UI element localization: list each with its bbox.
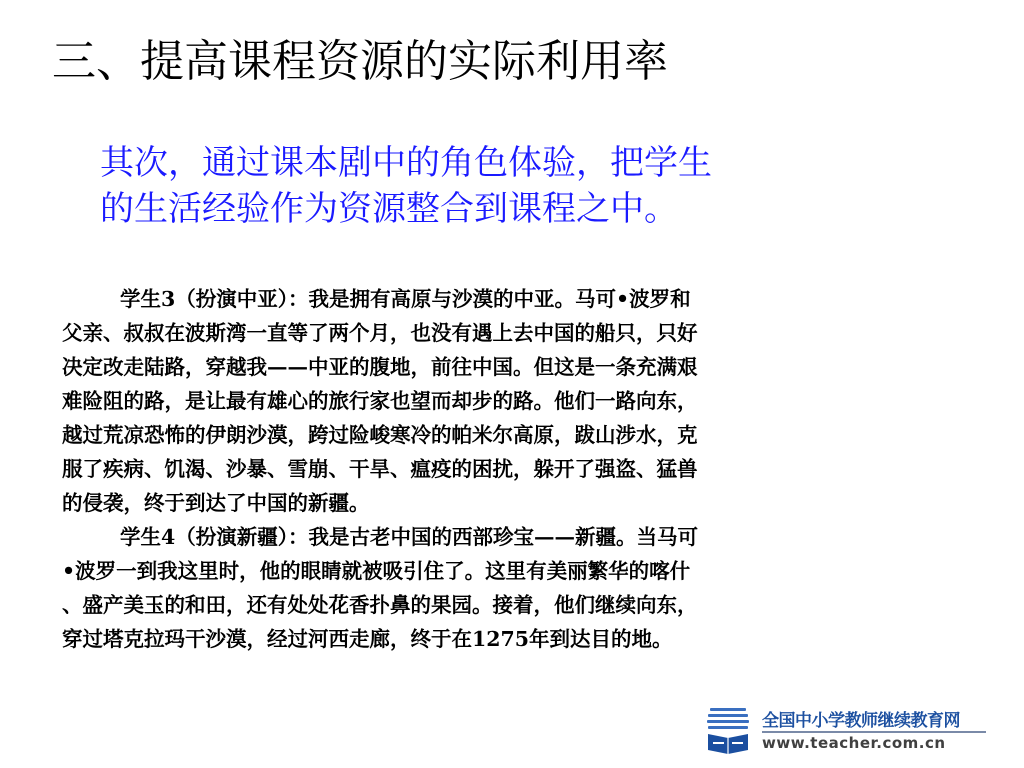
body-line: 穿过塔克拉玛干沙漠，经过河西走廊，终于在1275年到达目的地。	[62, 627, 673, 651]
body-line: 父亲、叔叔在波斯湾一直等了两个月，也没有遇上去中国的船只，只好	[62, 321, 698, 345]
body-line: 难险阻的路，是让最有雄心的旅行家也望而却步的路。他们一路向东，	[62, 389, 698, 413]
body-line: 决定改走陆路，穿越我——中亚的腹地，前往中国。但这是一条充满艰	[62, 355, 698, 379]
body-line: 越过荒凉恐怖的伊朗沙漠，跨过险峻寒冷的帕米尔高原，跋山涉水，克	[62, 423, 698, 447]
logo-divider	[762, 731, 986, 733]
body-line: 的侵袭，终于到达了中国的新疆。	[62, 491, 370, 515]
body-line: •波罗一到我这里时，他的眼睛就被吸引住了。这里有美丽繁华的喀什	[62, 559, 691, 583]
body-paragraphs	[62, 282, 946, 656]
slide-title: 三、提高课程资源的实际利用率	[52, 36, 668, 87]
body-line: 学生4（扮演新疆）：我是古老中国的西部珍宝——新疆。当马可	[120, 525, 699, 549]
subtitle-line: 的生活经验作为资源整合到课程之中。	[100, 189, 678, 229]
body-line: 服了疾病、饥渴、沙暴、雪崩、干旱、瘟疫的困扰，躲开了强盗、猛兽	[62, 457, 698, 481]
logo-site-name: 全国中小学教师继续教育网	[762, 711, 960, 731]
body-line: 学生3（扮演中亚）：我是拥有高原与沙漠的中亚。马可•波罗和	[120, 287, 691, 311]
logo-site-url: www.teacher.com.cn	[762, 734, 946, 752]
site-logo	[700, 700, 1000, 760]
body-line: 、盛产美玉的和田，还有处处花香扑鼻的果园。接着，他们继续向东，	[62, 593, 698, 617]
slide-subtitle	[100, 140, 860, 232]
subtitle-line: 其次，通过课本剧中的角色体验，把学生	[100, 143, 712, 183]
teacher-book-logo-icon	[704, 704, 752, 754]
